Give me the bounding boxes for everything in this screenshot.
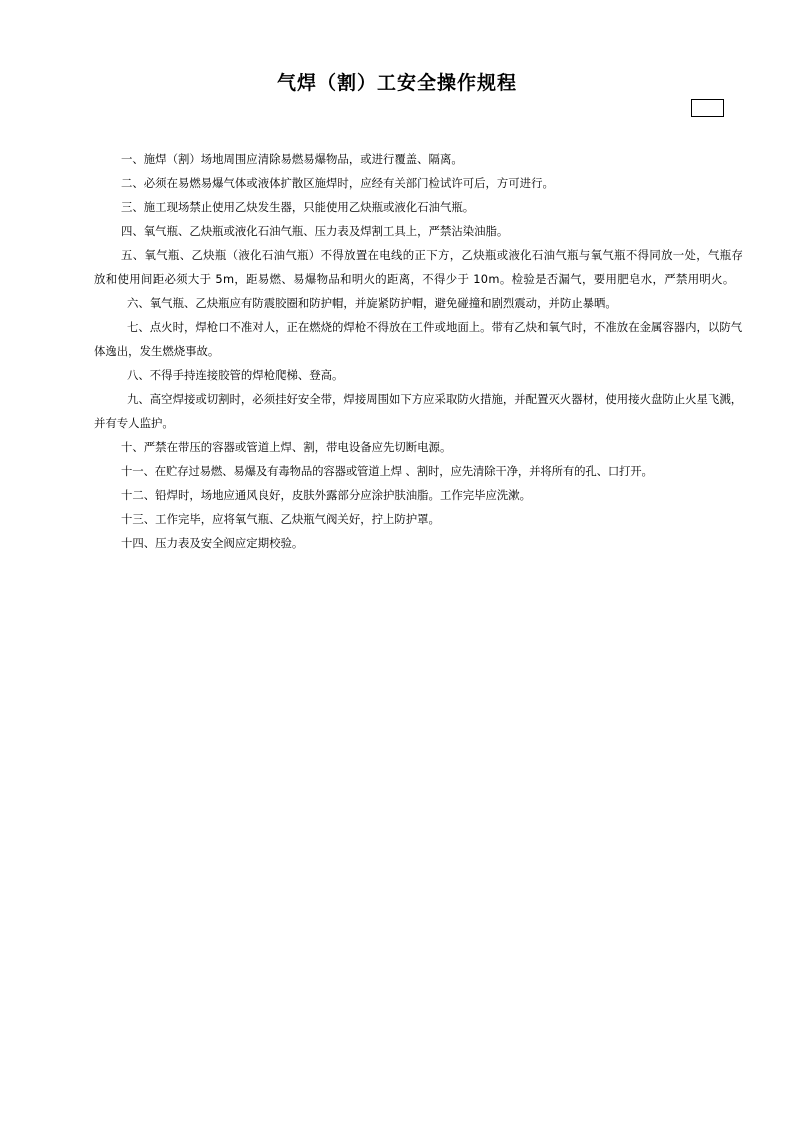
rule-item: 十、严禁在带压的容器或管道上焊、割，带电设备应先切断电源。	[121, 440, 452, 454]
document-code-box	[691, 99, 724, 117]
rule-item: 三、施工现场禁止使用乙炔发生器，只能使用乙炔瓶或液化石油气瓶。	[121, 200, 475, 214]
rule-item: 八、不得手持连接胶管的焊枪爬梯、登高。	[127, 368, 344, 382]
rule-item: 一、施焊（割）场地周围应清除易燃易爆物品，或进行覆盖、隔离。	[121, 152, 463, 166]
rule-item: 五、氧气瓶、乙炔瓶（液化石油气瓶）不得放置在电线的正下方，乙炔瓶或液化石油气瓶与氧气瓶不得同放一处，气瓶存放和使用间距必须大于 5m，距易燃、易爆物品和明火的距离，不得少于 10m。检验是否漏气，要用肥皂水，严禁用明火。	[94, 248, 744, 286]
rule-item: 二、必须在易燃易爆气体或液体扩散区施焊时，应经有关部门检试许可后，方可进行。	[121, 176, 554, 190]
rule-item: 九、高空焊接或切割时，必须挂好安全带，焊接周围如下方应采取防火措施，并配置灭火器材，使用接火盘防止火星飞溅，并有专人监护。	[94, 392, 743, 430]
rule-item: 四、氧气瓶、乙炔瓶或液化石油气瓶、压力表及焊割工具上，严禁沾染油脂。	[121, 224, 509, 238]
rule-item: 十一、在贮存过易燃、易爆及有毒物品的容器或管道上焊 、割时，应先清除干净，并将所有的孔、口打开。	[121, 464, 653, 478]
document-title: 气焊（割）工安全操作规程	[276, 72, 517, 94]
rule-item: 七、点火时，焊枪口不准对人，正在燃烧的焊枪不得放在工件或地面上。带有乙炔和氧气时，不准放在金属容器内，以防气体逸出，发生燃烧事故。	[94, 320, 743, 358]
rules-list	[94, 147, 744, 555]
rule-item: 十四、压力表及安全阀应定期校验。	[121, 536, 304, 550]
rule-item: 六、氧气瓶、乙炔瓶应有防震胶圈和防护帽，并旋紧防护帽，避免碰撞和剧烈震动，并防止暴晒。	[127, 296, 617, 310]
rule-item: 十三、工作完毕，应将氧气瓶、乙炔瓶气阀关好，拧上防护罩。	[121, 512, 440, 526]
rule-item: 十二、铅焊时，场地应通风良好，皮肤外露部分应涂护肤油脂。工作完毕应洗漱。	[121, 488, 532, 502]
